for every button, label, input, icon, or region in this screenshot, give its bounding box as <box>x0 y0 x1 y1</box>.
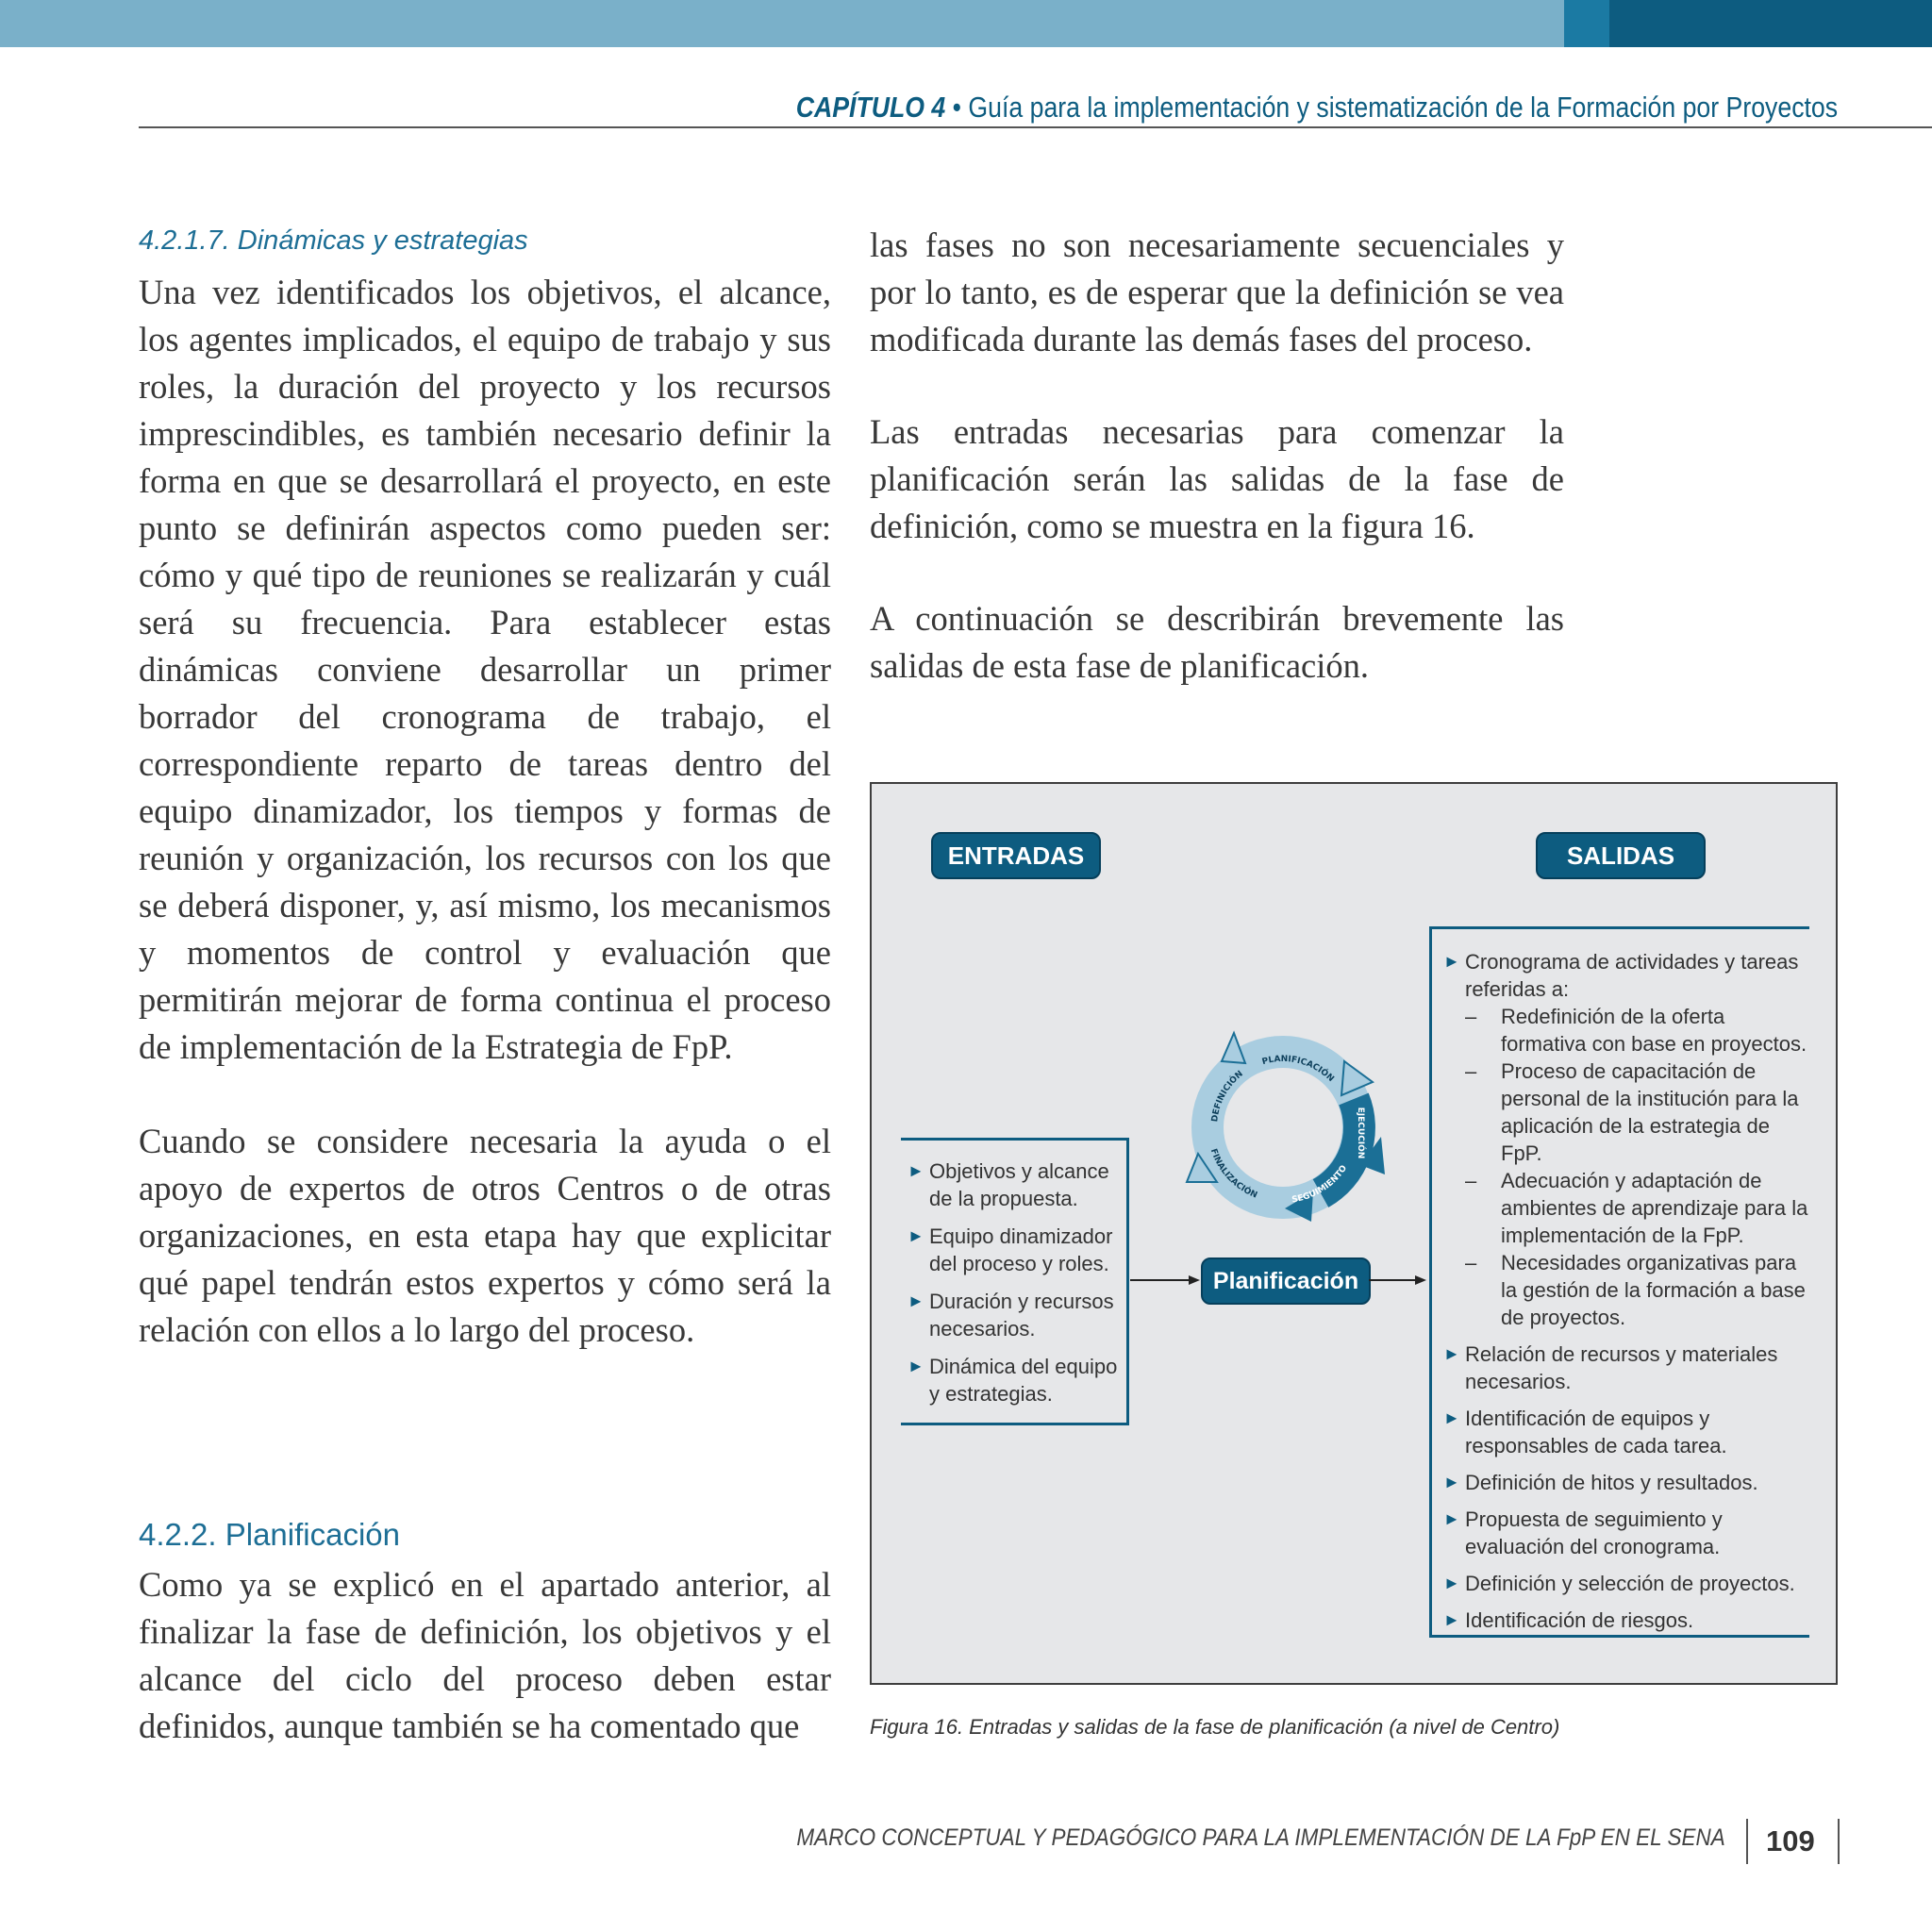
section-heading-planificacion: 4.2.2. Planificación <box>139 1517 401 1552</box>
cycle-label-ejecucion: EJECUCIÓN <box>1356 1107 1365 1159</box>
list-item: ► Objetivos y alcance de la propuesta. <box>908 1159 1109 1210</box>
triangle-right-icon: ► <box>908 1357 924 1375</box>
triangle-right-icon: ► <box>1443 1509 1460 1528</box>
triangle-right-icon: ► <box>1443 1610 1460 1629</box>
header-rule <box>139 126 1932 128</box>
left-column <box>139 269 831 1354</box>
entradas-list <box>906 1158 1132 1418</box>
cycle-label-seguimiento: SEGUIMIENTO <box>1291 1163 1350 1206</box>
top-color-bar-accent <box>1564 0 1932 47</box>
page-number: 109 <box>1766 1824 1815 1857</box>
paragraph-planificacion-part1: Como ya se explicó en el apartado anterior, al finalizar la fase de definición, los objetivos y el alcance del ciclo del proceso deben estar definidos, aunque también se ha comentado que <box>139 1565 831 1745</box>
salidas-label: SALIDAS <box>1536 832 1706 879</box>
entradas-label: ENTRADAS <box>931 832 1101 879</box>
triangle-right-icon: ► <box>1443 1408 1460 1427</box>
page-number-divider <box>1838 1819 1840 1864</box>
list-item: ► Definición y selección de proyectos. <box>1443 1572 1795 1595</box>
sublist-item: – Proceso de capacitación de personal de la institución para la aplicación de la estrategia de FpP. <box>1465 1059 1799 1165</box>
cycle-label-definicion: DEFINICIÓN <box>1210 1069 1245 1123</box>
list-item: ► Cronograma de actividades y tareas referidas a: – Redefinición de la oferta formativa con base en proyectos. – Proceso de capacitación de personal de la institución para la aplicación de la estrategia de FpP. – Adecuación y adaptación de ambientes de aprendizaje para la implementación de la FpP. – Necesidades organizativas para la gestión de la formación a base de proyectos. <box>1441 948 1814 1331</box>
sublist-item: – Redefinición de la oferta formativa con base en proyectos. <box>1465 1005 1807 1056</box>
planificacion-node: Planificación <box>1201 1257 1371 1305</box>
salidas-sublist <box>1465 1003 1814 1331</box>
triangle-right-icon: ► <box>908 1226 924 1245</box>
paragraph-entradas: Las entradas necesarias para comenzar la planificación serán las salidas de la fase de definición, como se muestra en la figura 16. <box>870 412 1564 545</box>
chapter-label: CAPÍTULO 4 <box>795 91 946 124</box>
list-item: ► Relación de recursos y materiales necesarios. <box>1443 1342 1778 1393</box>
triangle-right-icon: ► <box>1443 1344 1460 1363</box>
top-color-bar-mid <box>1564 0 1609 47</box>
triangle-right-icon: ► <box>908 1161 924 1180</box>
sublist-item: – Adecuación y adaptación de ambientes de aprendizaje para la implementación de la FpP. <box>1465 1169 1808 1247</box>
list-item: ► Duración y recursos necesarios. <box>908 1290 1114 1341</box>
triangle-right-icon: ► <box>1443 1473 1460 1491</box>
paragraph-salidas: A continuación se describirán brevemente las salidas de esta fase de planificación. <box>870 599 1564 685</box>
list-item: ► Dinámica del equipo y estrategias. <box>908 1355 1118 1406</box>
paragraph-planificacion-start <box>139 1561 831 1750</box>
paragraph-dinamicas: Una vez identificados los objetivos, el alcance, los agentes implicados, el equipo de trabajo y sus roles, la duración del proyecto y los recursos imprescindibles, es también necesario definir la forma en que se desarrollará el proyecto, en este punto se definirán aspectos como pueden ser: cómo y qué tipo de reuniones se realizarán y cuál será su frecuencia. Para establecer estas dinámicas conviene desarrollar un primer borrador del cronograma de trabajo, el correspondiente reparto de tareas dentro del equipo dinamizador, los tiempos y formas de reunión y organización, los recursos con los que se deberá disponer, y, así mismo, los mecanismos y momentos de control y evaluación que permitirán mejorar de forma continua el proceso de implementación de la Estrategia de FpP. <box>139 273 831 1066</box>
footer-title: MARCO CONCEPTUAL Y PEDAGÓGICO PARA LA IMPLEMENTACIÓN DE LA FpP EN EL SENA <box>796 1824 1725 1851</box>
chapter-title: • Guía para la implementación y sistematización de la Formación por Proyectos <box>945 91 1838 124</box>
paragraph-planificacion-part2: las fases no son necesariamente secuenciales y por lo tanto, es de esperar que la definición se vea modificada durante las demás fases del proceso. <box>870 225 1564 358</box>
process-cycle-diagram <box>1179 1024 1387 1231</box>
list-item: ► Equipo dinamizador del proceso y roles. <box>908 1224 1113 1275</box>
triangle-right-icon: ► <box>1443 952 1460 971</box>
paragraph-expertos: Cuando se considere necesaria la ayuda o el apoyo de expertos de otros Centros o de otras organizaciones, en esta etapa hay que explicitar qué papel tendrán estos expertos y cómo será la relación con ellos a lo largo del proceso. <box>139 1122 831 1349</box>
chapter-header <box>796 91 1838 125</box>
salidas-list <box>1441 948 1814 1643</box>
list-item: ► Identificación de equipos y responsables de cada tarea. <box>1443 1407 1727 1457</box>
triangle-right-icon: ► <box>908 1291 924 1310</box>
triangle-right-icon: ► <box>1443 1574 1460 1592</box>
page-number-divider <box>1746 1819 1748 1864</box>
figure-caption: Figura 16. Entradas y salidas de la fase de planificación (a nivel de Centro) <box>870 1715 1560 1739</box>
list-item: ► Identificación de riesgos. <box>1443 1608 1694 1632</box>
list-item: ► Propuesta de seguimiento y evaluación del cronograma. <box>1443 1507 1723 1558</box>
sublist-item: – Necesidades organizativas para la gestión de la formación a base de proyectos. <box>1465 1251 1806 1329</box>
right-column <box>870 222 1564 690</box>
list-item: ► Definición de hitos y resultados. <box>1443 1471 1758 1494</box>
cycle-label-finalizacion: FINALIZACIÓN <box>1208 1147 1259 1201</box>
section-heading-dinamicas: 4.2.1.7. Dinámicas y estrategias <box>139 225 528 256</box>
cycle-label-planificacion: PLANIFICACIÓN <box>1260 1054 1336 1084</box>
